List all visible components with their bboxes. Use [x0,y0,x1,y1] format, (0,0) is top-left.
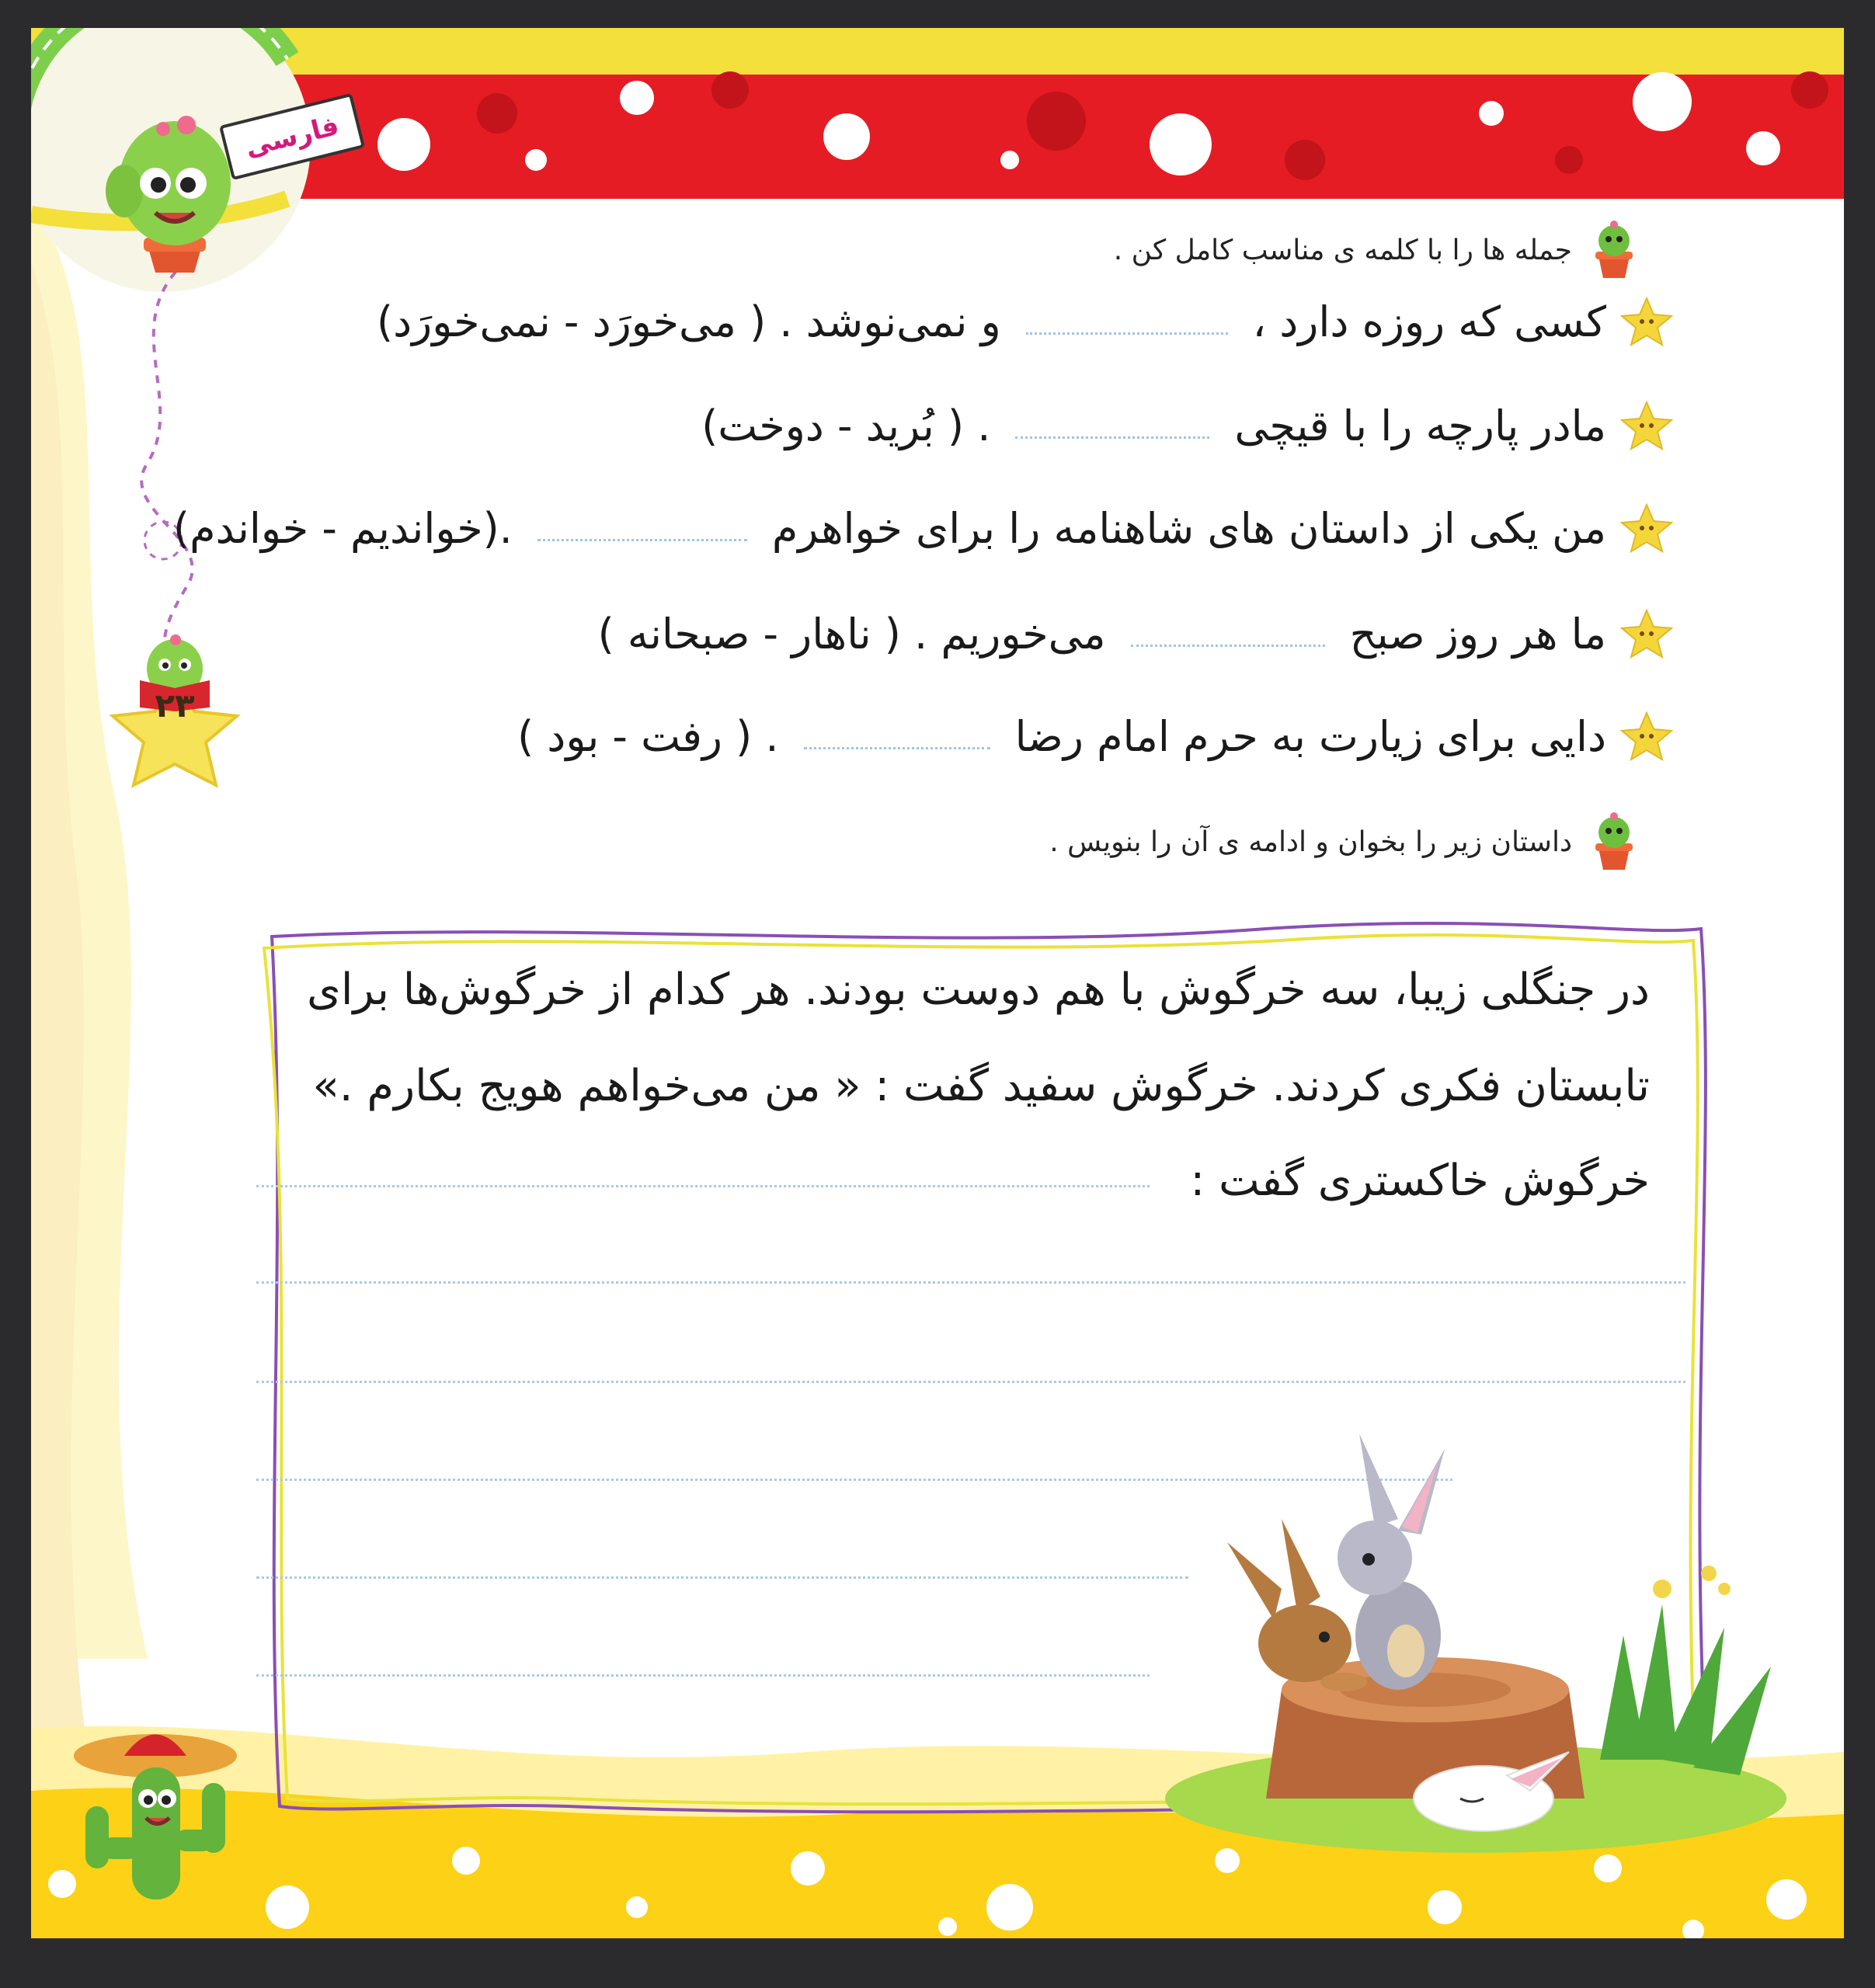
exercise1-item-4-blank[interactable] [1131,621,1325,647]
exercise1-item-4-before: ما هر روز صبح [1349,609,1606,659]
subject-tag: فارسی [219,93,365,180]
exercise1-item-2 [701,401,1673,450]
writing-line[interactable] [256,1673,1150,1677]
exercise1-item-4-after: می‌خوریم . ( ناهار - صبحانه ) [597,609,1106,659]
exercise1-item-5-blank[interactable] [804,724,990,749]
exercise1-item-3-after: .(خواندیم - خواندم) [173,503,513,553]
exercise2-instruction-text: داستان زیر را بخوان و ادامه ی آن را بنویس . [1049,825,1572,858]
exercise1-item-3-blank[interactable] [537,516,747,541]
story-line-3: خرگوش خاکستری گفت : [1190,1156,1650,1206]
star-icon [1620,711,1673,761]
story-line-2: تابستان فکری کردند. خرگوش سفید گفت : « من می‌خواهم هویج بکارم .» [312,1061,1650,1111]
sombrero-cactus-icon [70,1721,256,1915]
writing-line[interactable] [256,1183,1150,1187]
exercise1-item-2-before: مادر پارچه را با قیچی [1234,401,1606,450]
star-icon [1620,609,1673,659]
writing-line[interactable] [256,1575,1188,1579]
star-icon [1620,503,1673,553]
exercise1-item-1 [377,297,1673,346]
cactus-pot-icon [1586,221,1642,280]
cactus-pot-icon [1586,812,1642,871]
exercise1-item-5-before: دایی برای زیارت به حرم امام رضا [1014,711,1606,761]
star-icon [1620,401,1673,450]
exercise1-item-1-blank[interactable] [1026,309,1228,335]
exercise1-instruction [1114,221,1642,280]
exercise1-item-3-before: من یکی از داستان های شاهنامه را برای خواهرم [771,503,1606,553]
exercise1-item-4 [598,609,1673,659]
exercise1-item-1-before: کسی که روزه دارد ، [1252,297,1606,346]
exercise1-instruction-text: جمله ها را با کلمه ی مناسب کامل کن . [1113,234,1572,266]
worksheet-page [31,28,1844,1938]
exercise1-item-3 [173,503,1673,553]
exercise1-item-5 [517,711,1673,761]
exercise1-item-1-after: و نمی‌نوشد . ( می‌خورَد - نمی‌خورَد) [377,297,1001,346]
writing-line[interactable] [256,1379,1685,1383]
exercise2-instruction [1049,812,1642,871]
story-line-1: در جنگلی زیبا، سه خرگوش با هم دوست بودند. هر کدام از خرگوش‌ها برای [307,964,1650,1015]
exercise1-item-2-blank[interactable] [1015,413,1209,439]
rabbit-illustration [1165,1434,1786,1853]
page-number: ۲۳ [155,686,195,725]
cactus-mascot-icon [78,82,249,284]
exercise1-item-2-after: . ( بُرید - دوخت) [701,401,991,450]
writing-line[interactable] [256,1280,1685,1284]
exercise1-item-5-after: . ( رفت - بود ) [517,711,779,761]
star-icon [1620,297,1673,346]
